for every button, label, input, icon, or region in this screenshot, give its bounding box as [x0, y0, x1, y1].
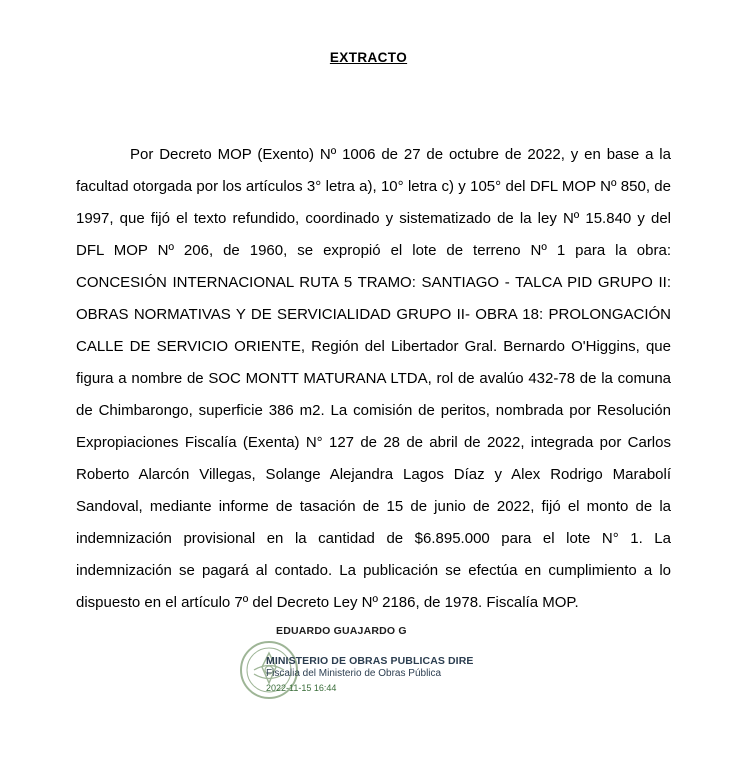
signature-stamp-area: [0, 625, 737, 715]
signature-stamp: [232, 625, 472, 711]
body-text: Por Decreto MOP (Exento) Nº 1006 de 27 de octubre de 2022, y en base a la facultad otorgada por los artículos 3° letra a), 10° letra c) y 105° del DFL MOP Nº 850, de 1997, que fijó el texto refundido, coordinado y sistematizado de la ley Nº 15.840 y del DFL MOP Nº 206, de 1960, se expropió el lote de terreno Nº 1 para la obra: CONCESIÓN INTERNACIONAL RUTA 5 TRAMO: SANTIAGO - TALCA PID GRUPO II: OBRAS NORMATIVAS Y DE SERVICIALIDAD GRUPO II- OBRA 18: PROLONGACIÓN CALLE DE SERVICIO ORIENTE, Región del Libertador Gral. Bernardo O'Higgins, que figura a nombre de SOC MONTT MATURANA LTDA, rol de avalúo 432-78 de la comuna de Chimbarongo, superficie 386 m2. La comisión de peritos, nombrada por Resolución Expropiaciones Fiscalía (Exenta) N° 127 de 28 de abril de 2022, integrada por Carlos Roberto Alarcón Villegas, Solange Alejandra Lagos Díaz y Alex Rodrigo Marabolí Sandoval, mediante informe de tasación de 15 de junio de 2022, fijó el monto de la indemnización provisional en la cantidad de $6.895.000 para el lote N° 1. La indemnización se pagará al contado. La publicación se efectúa en cumplimiento a lo dispuesto en el artículo 7º del Decreto Ley Nº 2186, de 1978. Fiscalía MOP.: [76, 146, 671, 611]
stamp-organization: MINISTERIO DE OBRAS PUBLICAS DIRE: [266, 655, 474, 667]
document-body: [76, 139, 671, 619]
document-page: [0, 50, 737, 782]
stamp-date: 2022-11-15 16:44: [266, 683, 337, 693]
page-title: EXTRACTO: [329, 50, 408, 65]
stamp-role: Fiscalia del Ministerio de Obras Pública: [266, 668, 442, 679]
stamp-signer-name: EDUARDO GUAJARDO G: [276, 625, 407, 637]
